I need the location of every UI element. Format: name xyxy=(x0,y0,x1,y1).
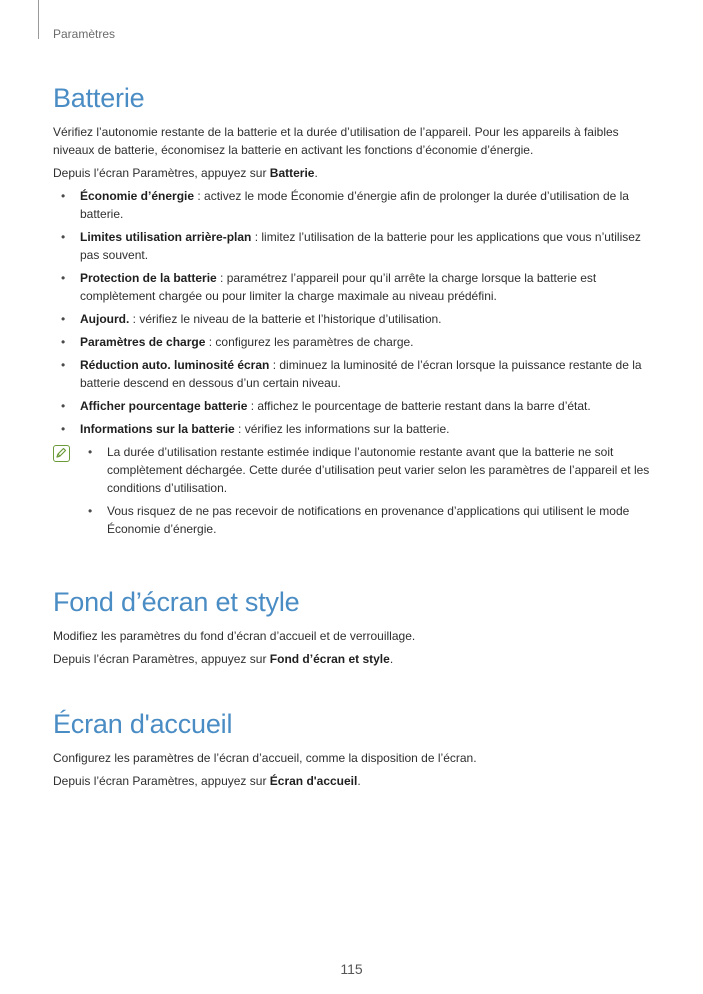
item-term: Réduction auto. luminosité écran xyxy=(80,358,270,372)
item-term: Protection de la batterie xyxy=(80,271,217,285)
path-prefix: Depuis l’écran Paramètres, appuyez sur xyxy=(53,166,270,180)
fond-intro: Modifiez les paramètres du fond d’écran d’accueil et de verrouillage. xyxy=(53,629,416,643)
accueil-intro: Configurez les paramètres de l’écran d’accueil, comme la disposition de l’écran. xyxy=(53,751,477,765)
header-rule xyxy=(38,0,39,39)
item-desc: : limitez l’utilisation de la batterie pour les applications que vous n’utilisez pas souvent. xyxy=(80,230,641,262)
section-batterie xyxy=(53,82,653,543)
page-number: 115 xyxy=(340,961,363,977)
section-title-batterie: Batterie xyxy=(53,83,145,113)
list-item xyxy=(53,310,653,328)
list-item xyxy=(53,397,653,415)
batterie-options-list xyxy=(53,187,653,438)
item-desc: : configurez les paramètres de charge. xyxy=(205,335,414,349)
list-item xyxy=(53,333,653,351)
path-suffix: . xyxy=(314,166,318,180)
note-item: • La durée d’utilisation restante estimée indique l’autonomie restante avant que la batterie ne soit complètement déchargée. Cette durée d’utilisation peut varier selon les paramètres de l’appareil et les conditions d’utilisation. xyxy=(87,443,653,497)
note-pencil-icon xyxy=(53,445,70,462)
section-title-fond-ecran: Fond d’écran et style xyxy=(53,587,300,617)
item-term: Économie d’énergie xyxy=(80,189,195,203)
path-prefix: Depuis l’écran Paramètres, appuyez sur xyxy=(53,652,270,666)
path-target: Batterie xyxy=(269,166,315,180)
path-suffix: . xyxy=(389,652,394,666)
section-fond-ecran xyxy=(53,586,653,668)
note-item: • Vous risquez de ne pas recevoir de notifications en provenance d’applications qui utilisent le mode Économie d’énergie. xyxy=(87,502,653,538)
note-block xyxy=(53,443,653,538)
item-term: Afficher pourcentage batterie xyxy=(80,399,248,413)
section-title-ecran-accueil: Écran d'accueil xyxy=(53,709,233,739)
fond-path xyxy=(53,650,653,668)
chapter-header: Paramètres xyxy=(53,27,116,41)
item-desc: : affichez le pourcentage de batterie restant dans la barre d’état. xyxy=(247,399,591,413)
item-term: Informations sur la batterie xyxy=(80,422,235,436)
list-item xyxy=(53,269,653,305)
item-term: Paramètres de charge xyxy=(80,335,206,349)
item-desc: : diminuez la luminosité de l’écran lorsque la puissance restante de la batterie descend en dessous d’un certain niveau. xyxy=(80,358,642,390)
path-target: Écran d'accueil xyxy=(269,774,358,788)
item-term: Aujourd. xyxy=(80,312,130,326)
section-ecran-accueil xyxy=(53,708,653,790)
item-desc: : vérifiez le niveau de la batterie et l’historique d’utilisation. xyxy=(129,312,442,326)
list-item xyxy=(53,420,653,438)
list-item xyxy=(53,187,653,223)
item-desc: : vérifiez les informations sur la batterie. xyxy=(234,422,450,436)
item-desc: : paramétrez l’appareil pour qu’il arrête la charge lorsque la batterie est complètement chargée ou pour limiter la charge maximale au niveau prédéfini. xyxy=(80,271,597,303)
item-desc: : activez le mode Économie d’énergie afin de prolonger la durée d’utilisation de la batterie. xyxy=(80,189,629,221)
list-item xyxy=(53,228,653,264)
path-prefix: Depuis l’écran Paramètres, appuyez sur xyxy=(53,774,270,788)
accueil-path xyxy=(53,772,653,790)
batterie-intro: Vérifiez l’autonomie restante de la batterie et la durée d’utilisation de l’appareil. Pour les appareils à faibles niveaux de batterie, économisez la batterie en activant les fonctions d’économie d’énergie. xyxy=(53,125,619,157)
path-suffix: . xyxy=(357,774,361,788)
path-target: Fond d’écran et style xyxy=(269,652,390,666)
batterie-path xyxy=(53,164,653,182)
note-list xyxy=(53,443,653,538)
item-term: Limites utilisation arrière-plan xyxy=(80,230,252,244)
list-item xyxy=(53,356,653,392)
